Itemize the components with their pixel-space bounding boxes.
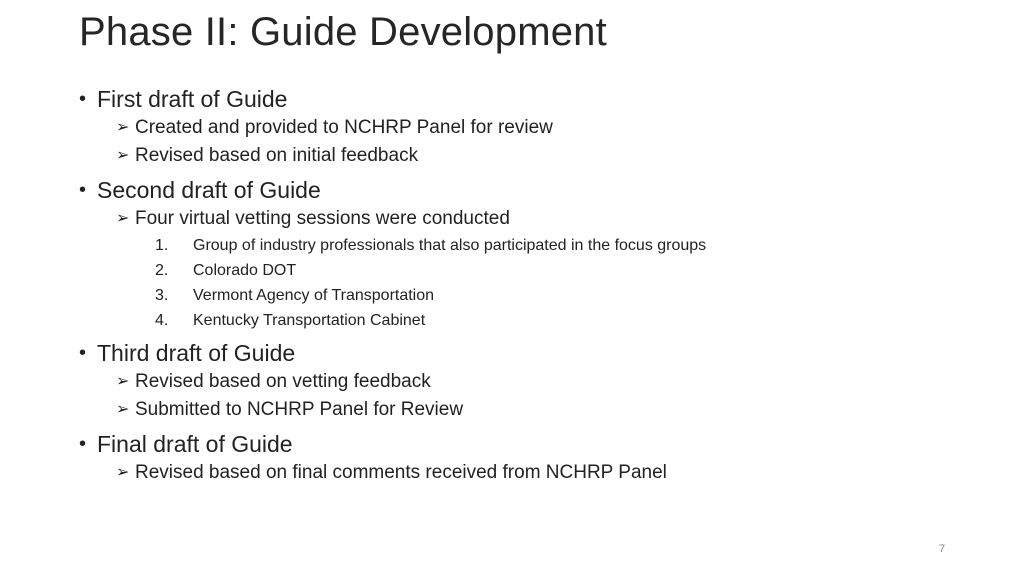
item-number: 2. — [155, 262, 169, 279]
numbered-item-label: Colorado DOT — [193, 262, 297, 279]
arrow-bullet-icon: ➢ — [116, 464, 130, 481]
sub-bullet-label: Created and provided to NCHRP Panel for review — [135, 117, 553, 138]
arrow-bullet-icon: ➢ — [116, 119, 130, 136]
arrow-bullet-icon: ➢ — [116, 373, 130, 390]
bullet-icon: • — [79, 433, 87, 455]
numbered-item-label: Vermont Agency of Transportation — [193, 287, 435, 304]
sub-bullet — [79, 368, 979, 396]
sub-bullet — [79, 205, 979, 233]
numbered-item — [79, 233, 979, 258]
numbered-item-label: Group of industry professionals that also participated in the focus groups — [193, 237, 707, 254]
page-number: 7 — [939, 543, 946, 555]
item-number: 1. — [155, 237, 169, 254]
bullet-label: First draft of Guide — [97, 86, 288, 112]
sub-bullet-label: Revised based on vetting feedback — [135, 371, 431, 392]
sub-bullet — [79, 114, 979, 142]
numbered-item-label: Kentucky Transportation Cabinet — [193, 312, 426, 329]
sub-bullet-label: Revised based on final comments received from NCHRP Panel — [135, 462, 667, 483]
bullet-icon: • — [79, 342, 87, 364]
bullet-second-draft — [79, 175, 979, 205]
arrow-bullet-icon: ➢ — [116, 147, 130, 164]
sub-bullet-label: Four virtual vetting sessions were conducted — [135, 208, 510, 229]
arrow-bullet-icon: ➢ — [116, 210, 130, 227]
slide-content — [79, 84, 979, 487]
item-number: 3. — [155, 287, 169, 304]
sub-bullet — [79, 142, 979, 170]
sub-bullet — [79, 459, 979, 487]
sub-bullet — [79, 396, 979, 424]
bullet-first-draft — [79, 84, 979, 114]
numbered-item — [79, 258, 979, 283]
bullet-label: Third draft of Guide — [97, 340, 296, 366]
bullet-final-draft — [79, 429, 979, 459]
sub-bullet-label: Revised based on initial feedback — [135, 145, 419, 166]
arrow-bullet-icon: ➢ — [116, 401, 130, 418]
item-number: 4. — [155, 312, 169, 329]
bullet-icon: • — [79, 179, 87, 201]
bullet-third-draft — [79, 338, 979, 368]
bullet-label: Final draft of Guide — [97, 431, 293, 457]
bullet-label: Second draft of Guide — [97, 177, 321, 203]
numbered-item — [79, 308, 979, 333]
sub-bullet-label: Submitted to NCHRP Panel for Review — [135, 399, 464, 420]
numbered-item — [79, 283, 979, 308]
slide-title: Phase II: Guide Development — [79, 10, 607, 54]
bullet-icon: • — [79, 88, 87, 110]
